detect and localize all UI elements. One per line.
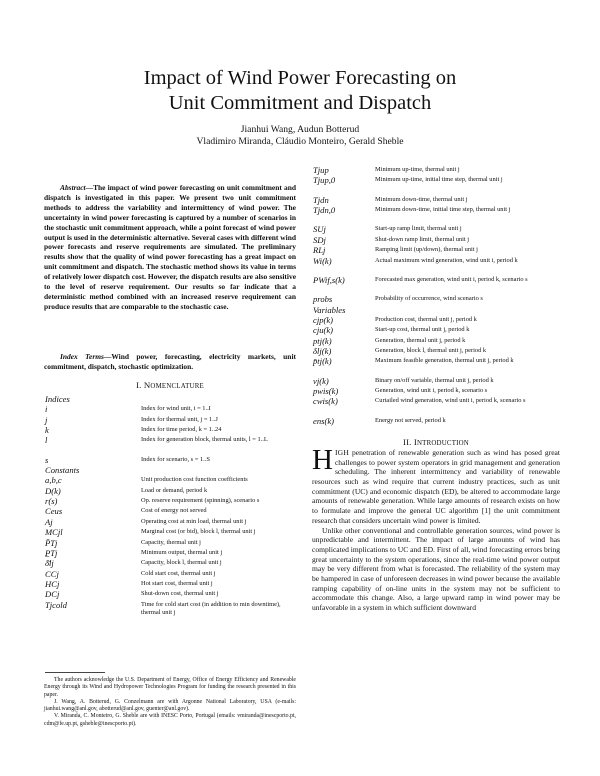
nomenclature-description: Marginal cost (or bid), block l, thermal unit j (141, 528, 256, 536)
authors-line-1: Jianhui Wang, Audun Botterud (240, 124, 360, 135)
nomenclature-symbol: cju(k) (313, 325, 334, 336)
nomenclature-symbol: Tjcold (45, 599, 67, 610)
nomenclature-description: Actual maximum wind generation, wind unit i, period k (375, 256, 518, 264)
nomenclature-description: Capacity, thermal unit j (141, 538, 201, 546)
abstract-label: Abstract (60, 183, 86, 192)
variables-list (313, 315, 558, 426)
index-terms-text: —Wind power, forecasting, electricity markets, unit commitment, dispatch, stochastic optimization. (44, 352, 296, 371)
nomenclature-description: Minimum down-time, initial time step, thermal unit j (375, 206, 511, 214)
nomenclature-symbol: CCj (45, 568, 59, 579)
nomenclature-description: Maximum feasible generation, thermal unit j, period k (375, 357, 514, 365)
nomenclature-description: Hot start cost, thermal unit j (141, 579, 213, 587)
nomenclature-row (313, 256, 558, 275)
nomenclature-symbol: PWif,s(k) (313, 274, 345, 285)
footnote-argonne: J. Wang, A. Botterud, G. Conzelmann are with Argonne National Laboratory, USA (e-mails: jianhui.wang@anl.gov, abotterud@anl.gov, guenter@anl.gov). (44, 698, 296, 712)
nomenclature-symbol: Tjup,0 (313, 175, 336, 186)
nomenclature-row (45, 548, 295, 558)
first-word: IGH (334, 448, 349, 457)
abstract-text: —The impact of wind power forecasting on unit commitment and dispatch is investigated in this paper. We present two unit commitment methods to address the variability and intermittency of wind power. The uncertainty in wind power forecasting is captured by a number of scenarios in the stochastic unit commitment approach, while a point forecast of wind power output is used in the deterministic alternative. Several cases with different wind power forecasts and reserve requirements are simulated. The preliminary results show that the quality of wind power forecasting has a great impact on unit commitment and dispatch. The stochastic method shows its value in terms of relatively lower dispatch cost. However, the dispatch results are also sensitive to the level of reserve requirement. Our results so far indicate that a deterministic method combined with an increased reserve requirement can produce results that are comparable to the stochastic case. (44, 183, 296, 311)
nomenclature-row (313, 275, 558, 294)
variables-heading-row (313, 305, 558, 315)
nomenclature-description: Production cost, thermal unit j, period k (375, 315, 477, 323)
nomenclature-row (45, 415, 295, 425)
section-number: I. (136, 380, 142, 390)
nomenclature-row (45, 579, 295, 589)
nomenclature-row (45, 600, 295, 619)
nomenclature-symbol: Tjdn (313, 194, 329, 205)
nomenclature-row (313, 356, 558, 375)
nomenclature-symbol: Aj (45, 516, 53, 527)
title-line-1: Impact of Wind Power Forecasting on (143, 67, 457, 89)
nomenclature-symbol: a,b,c (45, 475, 62, 486)
introduction-heading (312, 437, 560, 447)
nomenclature-symbol: j (45, 414, 48, 425)
nomenclature-symbol: probs (313, 294, 333, 305)
footnotes (44, 677, 296, 728)
nomenclature-symbol: vj(k) (313, 375, 329, 386)
heading-rest: NTRODUCTION (417, 440, 469, 447)
nomenclature-symbol: i (45, 404, 48, 415)
nomenclature-description: Energy not served, period k (375, 416, 446, 424)
constants-heading-row (45, 465, 295, 475)
nomenclature-description: Minimum up-time, initial time step, thermal unit j (375, 176, 503, 184)
nomenclature-description: Index for thermal unit, j = 1..J (141, 415, 218, 423)
footnote-inesc: V. Miranda, C. Monteiro, G. Sheble are with INESC Porto, Portugal (emails: vmiranda@inescporto.pt, cdm@fe.up.pt, gsheble@inescporto.pt). (44, 713, 296, 727)
nomenclature-description: Probability of occurrence, wind scenario s (375, 295, 483, 303)
nomenclature-row (313, 165, 558, 175)
nomenclature-row (45, 475, 295, 485)
nomenclature-heading (44, 380, 296, 390)
nomenclature-description: Generation, block l, thermal unit j, period k (375, 347, 487, 354)
intro-paragraph-1 (312, 444, 560, 526)
nomenclature-symbol: s (45, 454, 49, 465)
nomenclature-row (313, 294, 558, 304)
constants-list (45, 475, 295, 619)
intro-paragraph-2-text: Unlike other conventional and controllable generation sources, wind power is unpredictable and intermittent. The impact of large amounts of wind has complicated implications to UC and ED. First of all, wind forecasting errors bring great uncertainty to the system operations, since the real-time wind power output may be very different from what is forecasted. The reliability of the system may be hampered in case of unforeseen decreases in wind power because the available ramping capability of on-line units in the system may not be sufficient to accommodate this change. Also, a large upward ramp in wind power may be unfavorable in a system in which sufficient downward (312, 525, 560, 612)
nomenclature-right (313, 165, 558, 426)
footnote-rule (45, 672, 105, 673)
nomenclature-symbol: HCj (45, 578, 60, 589)
nomenclature-symbol: Tjup (313, 165, 329, 175)
nomenclature-description: Cost of energy not served (141, 507, 207, 515)
nomenclature-symbol: cwis(k) (313, 396, 338, 407)
intro-paragraph-1-text: penetration of renewable generation such as wind has posed great challenges to power system operators in grid management and generation scheduling. The inherent intermittency and variability of renewable resources such as wind require that current industry practices, such as unit commitment (UC) and economic dispatch (ED), be altered to accommodate large amounts of renewable generation. While large amounts of research exists on how to formulate and improve the general UC algorithm [1] the unit commitment research that considers uncertain wind power is limited. (312, 448, 560, 525)
heading-rest: OMENCLATURE (150, 383, 204, 390)
variables-heading: Variables (313, 304, 346, 315)
nomenclature-row (45, 435, 295, 454)
abstract (44, 183, 296, 312)
nomenclature-row (313, 245, 558, 255)
nomenclature-row (313, 346, 558, 356)
nomenclature-row (313, 235, 558, 245)
nomenclature-description: Unit production cost function coefficients (141, 476, 248, 484)
nomenclature-description: Ramping limit (up/down), thermal unit j (375, 246, 478, 254)
introduction-body (312, 444, 560, 613)
heading-initial: I (413, 437, 417, 447)
nomenclature-symbol: P̲Tj (45, 547, 58, 558)
nomenclature-description: Start-up cost, thermal unit j, period k (375, 326, 470, 334)
nomenclature-description: Operating cost at min load, thermal unit j (141, 517, 247, 525)
nomenclature-row (45, 425, 295, 435)
right-constants-list (313, 165, 558, 305)
index-terms-label: Index Terms (60, 352, 104, 361)
nomenclature-symbol: DCj (45, 589, 60, 600)
nomenclature-symbol: ens(k) (313, 415, 334, 426)
nomenclature-description: Shut-down ramp limit, thermal unit j (375, 235, 470, 243)
nomenclature-symbol: k (45, 425, 49, 436)
nomenclature-row (45, 455, 295, 465)
nomenclature-row (313, 224, 558, 234)
title-line-2: Unit Commitment and Dispatch (168, 92, 432, 114)
nomenclature-symbol: Wi(k) (313, 255, 332, 266)
nomenclature-description: Minimum down-time, thermal unit j (375, 195, 468, 203)
drop-cap: H (312, 444, 333, 476)
section-number: II. (403, 437, 412, 447)
nomenclature-row (313, 195, 558, 205)
nomenclature-description: Curtailed wind generation, wind unit i, period k, scenario s (375, 397, 526, 405)
nomenclature-description: Start-up ramp limit, thermal unit j (375, 225, 462, 233)
nomenclature-description: Forecasted max generation, wind unit i, period k, scenario s (375, 275, 528, 283)
nomenclature-description: Index for generation block, thermal units, l = 1..L (141, 436, 268, 444)
nomenclature-description: Index for wind unit, i = 1..I (141, 405, 211, 413)
nomenclature-symbol: Tjdn,0 (313, 205, 336, 216)
nomenclature-row (45, 404, 295, 414)
author-list (60, 124, 540, 147)
nomenclature-row (45, 569, 295, 579)
nomenclature-symbol: SDj (313, 234, 326, 245)
nomenclature-description: Minimum output, thermal unit j (141, 548, 223, 556)
nomenclature-row (45, 486, 295, 496)
nomenclature-symbol: Ceus (45, 506, 63, 517)
nomenclature-description: Cold start cost, thermal unit j (141, 569, 216, 577)
nomenclature-row (45, 538, 295, 548)
nomenclature-symbol: MCjl (45, 527, 63, 538)
nomenclature-row (45, 496, 295, 506)
paper-title (60, 66, 540, 116)
nomenclature-row (313, 376, 558, 386)
nomenclature-row (313, 386, 558, 396)
nomenclature-description: Shut-down cost, thermal unit j (141, 590, 219, 598)
nomenclature-row (313, 396, 558, 415)
nomenclature-row (313, 416, 558, 426)
nomenclature-symbol: P̄Tj (45, 537, 58, 548)
nomenclature-row (45, 517, 295, 527)
authors-line-2: Vladimiro Miranda, Cláudio Monteiro, Gerald Sheble (196, 135, 404, 147)
nomenclature-row (45, 527, 295, 537)
constants-heading: Constants (45, 465, 80, 476)
nomenclature-row (45, 506, 295, 516)
intro-paragraph-2 (312, 526, 560, 613)
indices-heading-row (45, 394, 295, 404)
nomenclature-symbol: cjp(k) (313, 314, 334, 325)
nomenclature-row (313, 325, 558, 335)
nomenclature-description: Load or demand, period k (141, 486, 208, 494)
nomenclature-description: Generation, thermal unit j, period k (375, 336, 466, 344)
nomenclature-row (313, 315, 558, 325)
nomenclature-row (313, 336, 558, 346)
nomenclature-symbol: RLj (313, 245, 326, 256)
indices-list (45, 404, 295, 465)
nomenclature-description: Generation, wind unit i, period k, scenario s (375, 387, 488, 395)
nomenclature-description: Binary on/off variable, thermal unit j, period k (375, 376, 494, 384)
nomenclature-symbol: p̄tj(k) (313, 356, 332, 367)
nomenclature-symbol: l (45, 435, 48, 446)
nomenclature-description: Capacity, block l, thermal unit j (141, 559, 222, 567)
nomenclature-description: Op. reserve requirement (spinning), scenario s (141, 497, 260, 505)
indices-heading: Indices (45, 394, 70, 404)
nomenclature-symbol: r(s) (45, 496, 58, 507)
nomenclature-symbol: SUj (313, 224, 326, 235)
nomenclature-left (45, 394, 295, 619)
nomenclature-description: Minimum up-time, thermal unit j (375, 166, 460, 173)
nomenclature-symbol: δ̄lj (45, 558, 54, 569)
nomenclature-symbol: ptj(k) (313, 335, 332, 346)
nomenclature-symbol: pwis(k) (313, 386, 339, 397)
heading-initial: N (143, 380, 151, 390)
nomenclature-row (313, 175, 558, 194)
nomenclature-symbol: δlj(k) (313, 346, 332, 356)
nomenclature-description: Index for scenario, s = 1..S (141, 455, 210, 463)
nomenclature-description: Index for time period, k = 1..24 (141, 426, 222, 434)
nomenclature-description: Time for cold start cost (in addition to min downtime), thermal unit j (141, 600, 281, 616)
nomenclature-row (313, 205, 558, 224)
index-terms (44, 352, 296, 372)
footnote-funding: The authors acknowledge the U.S. Department of Energy, Office of Energy Efficiency and Renewable Energy through its Wind and Hydropower Technologies Program for funding the research presented in this paper. (44, 677, 296, 698)
nomenclature-symbol: D(k) (45, 485, 61, 496)
nomenclature-row (45, 589, 295, 599)
nomenclature-row (45, 558, 295, 568)
